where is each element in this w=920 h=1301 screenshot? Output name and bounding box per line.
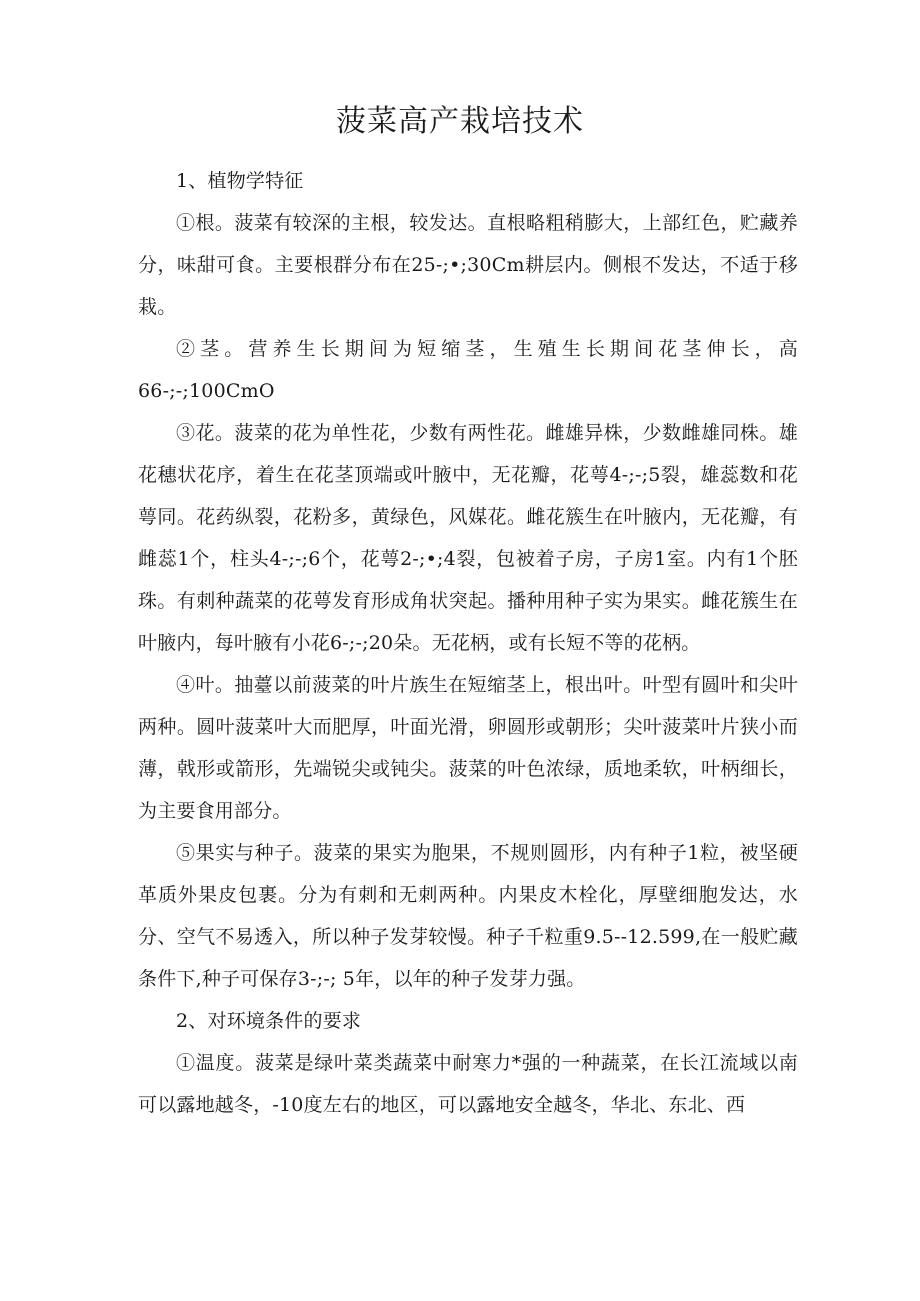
paragraph-flower: ③花。菠菜的花为单性花，少数有两性花。雌雄异株，少数雌雄同株。雄花穗状花序，着生在花茎顶端或叶腋中，无花瓣，花萼4-;-;5裂，雄蕊数和花萼同。花药纵裂，花粉多，黄绿色，风媒花。雌花簇生在叶腋内，无花瓣，有雌蕊1个，柱头4-;-;6个，花萼2-;•;4裂，包被着子房，子房1室。内有1个胚珠。有刺种蔬菜的花萼发育形成角状突起。播种用种子实为果实。雌花簇生在叶腋内，每叶腋有小花6-;-;20朵。无花柄，或有长短不等的花柄。 [138,422,798,654]
paragraph-stem: ②茎。营养生长期间为短缩茎，生殖生长期间花茎伸长，高66-;-;100CmO [138,338,798,402]
paragraph-fruit-seed: ⑤果实与种子。菠菜的果实为胞果，不规则圆形，内有种子1粒，被坚硬革质外果皮包裹。分为有刺和无刺两种。内果皮木栓化，厚壁细胞发达，水分、空气不易透入，所以种子发芽较慢。种子千粒重9.5--12.599,在一般贮藏条件下,种子可保存3-;-; 5年，以年的种子发芽力强。 [138,842,798,990]
section-heading-environment: 2、对环境条件的要求 [176,1010,362,1032]
paragraph-leaf: ④叶。抽薹以前菠菜的叶片族生在短缩茎上，根出叶。叶型有圆叶和尖叶两种。圆叶菠菜叶大而肥厚，叶面光滑，卵圆形或朝形；尖叶菠菜叶片狭小而薄，戟形或箭形，先端锐尖或钝尖。菠菜的叶色浓绿，质地柔软，叶柄细长，为主要食用部分。 [138,674,798,822]
document-body [138,160,798,1126]
paragraph-temperature: ①温度。菠菜是绿叶菜类蔬菜中耐寒力*强的一种蔬菜，在长江流域以南可以露地越冬，-10度左右的地区，可以露地安全越冬，华北、东北、西 [138,1052,798,1116]
document-title: 菠菜高产栽培技术 [336,104,584,139]
paragraph-root: ①根。菠菜有较深的主根，较发达。直根略粗稍膨大，上部红色，贮藏养分，味甜可食。主要根群分布在25-;•;30Cm耕层内。侧根不发达，不适于移栽。 [138,212,798,318]
section-heading-botanical: 1、植物学特征 [176,170,304,192]
